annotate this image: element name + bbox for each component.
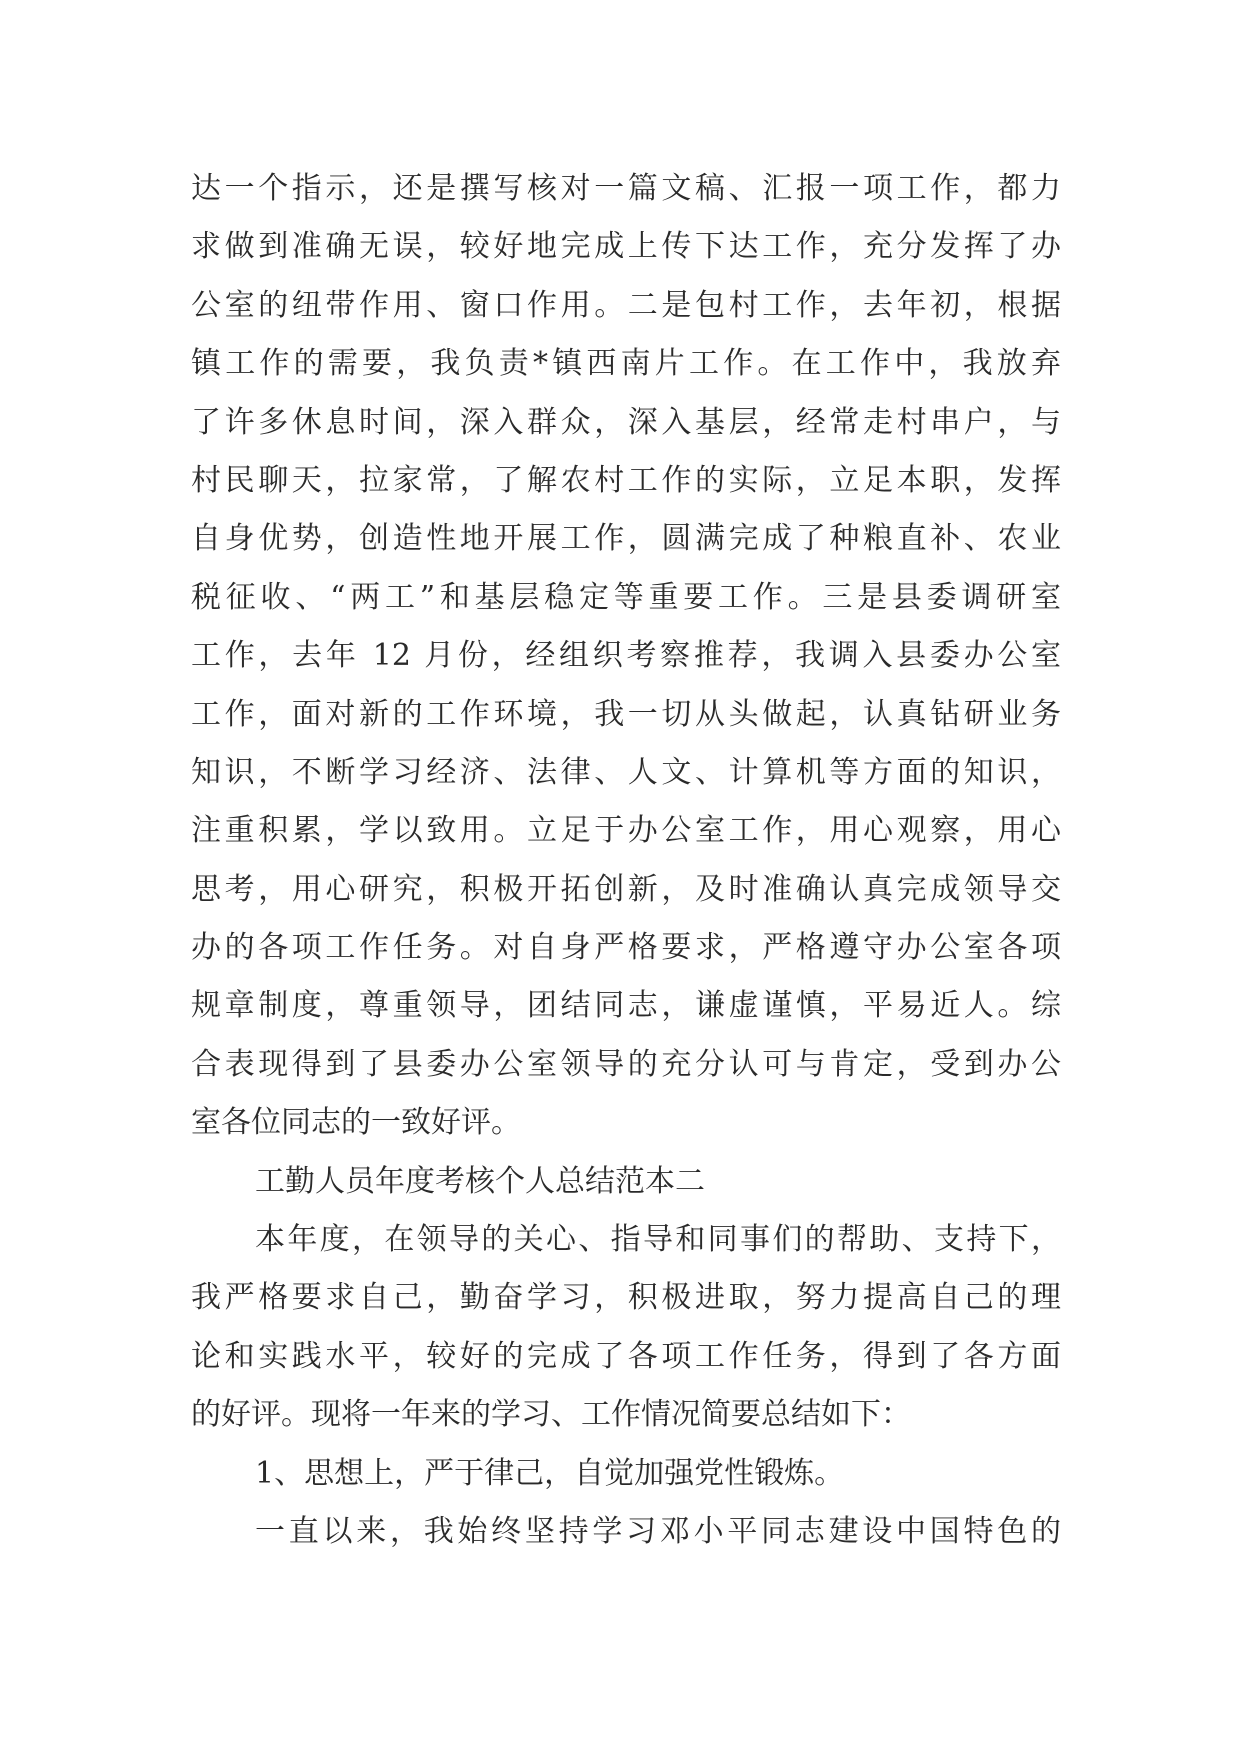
text-line: 我严格要求自己，勤奋学习，积极进取，努力提高自己的理 [191,1280,1061,1316]
text-line: 论和实践水平，较好的完成了各项工作任务，得到了各方面 [191,1338,1061,1374]
text-line: 了许多休息时间，深入群众，深入基层，经常走村串户，与 [191,404,1061,440]
text-line: 知识，不断学习经济、法律、人文、计算机等方面的知识， [191,754,1061,790]
text-line: 达一个指示，还是撰写核对一篇文稿、汇报一项工作，都力 [191,171,1061,206]
text-line: 的好评。现将一年来的学习、工作情况简要总结如下： [191,1397,911,1433]
text-line: 自身优势，创造性地开展工作，圆满完成了种粮直补、农业 [191,521,1061,557]
text-line: 工作，去年 12 月份，经组织考察推荐，我调入县委办公室 [191,638,1061,674]
text-line: 思考，用心研究，积极开拓创新，及时准确认真完成领导交 [191,871,1061,907]
text-line: 本年度，在领导的关心、指导和同事们的帮助、支持下， [255,1222,1061,1258]
text-line: 工勤人员年度考核个人总结范本二 [255,1163,705,1199]
text-line: 注重积累，学以致用。立足于办公室工作，用心观察，用心 [191,813,1061,849]
text-line: 镇工作的需要，我负责*镇西南片工作。在工作中，我放弃 [191,346,1061,382]
text-line: 工作，面对新的工作环境，我一切从头做起，认真钻研业务 [191,696,1061,732]
text-line: 税征收、“两工”和基层稳定等重要工作。三是县委调研室 [191,579,1061,615]
text-line: 一直以来，我始终坚持学习邓小平同志建设中国特色的 [255,1513,1061,1549]
document-body [191,160,1061,1561]
text-line: 办的各项工作任务。对自身严格要求，严格遵守办公室各项 [191,930,1061,966]
text-line: 村民聊天，拉家常，了解农村工作的实际，立足本职，发挥 [191,462,1061,498]
text-line: 公室的纽带作用、窗口作用。二是包村工作，去年初，根据 [191,287,1061,323]
text-line: 规章制度，尊重领导，团结同志，谦虚谨慎，平易近人。综 [191,988,1061,1024]
text-line: 1、思想上，严于律己，自觉加强党性锻炼。 [255,1455,845,1491]
text-line: 室各位同志的一致好评。 [191,1105,521,1141]
text-line: 合表现得到了县委办公室领导的充分认可与肯定，受到办公 [191,1046,1061,1082]
text-line: 求做到准确无误，较好地完成上传下达工作，充分发挥了办 [191,229,1061,265]
